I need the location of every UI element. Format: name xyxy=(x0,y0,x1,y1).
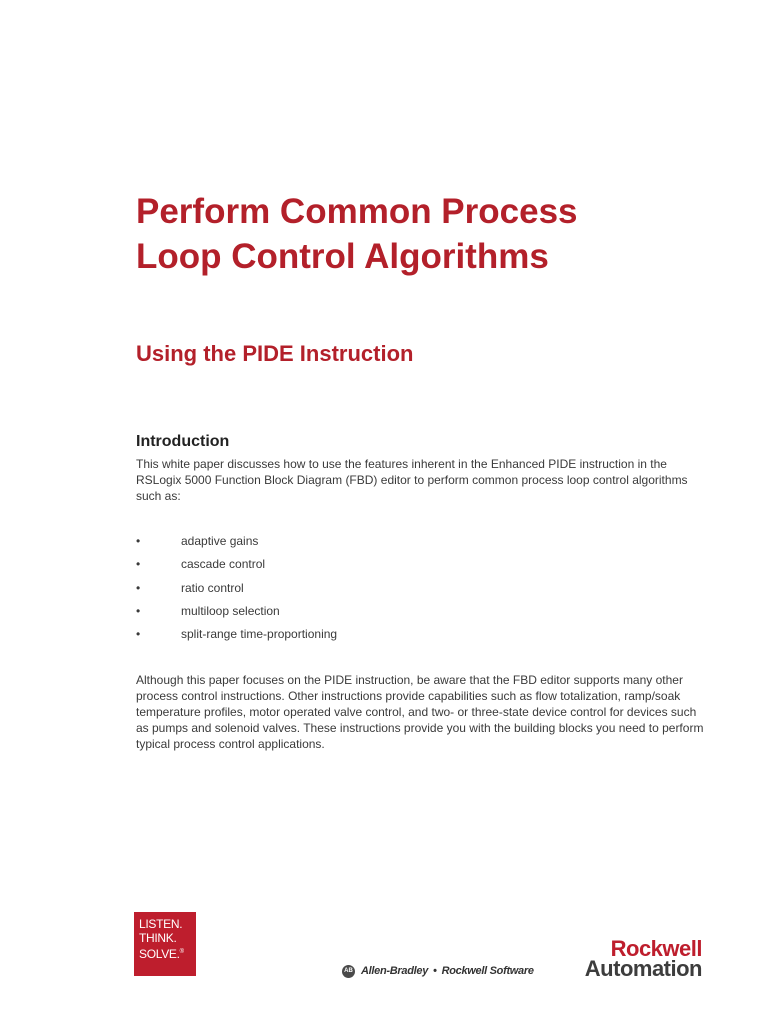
bullet-icon: • xyxy=(136,627,141,642)
list-item-text: adaptive gains xyxy=(181,534,259,548)
bullet-icon: • xyxy=(136,580,141,595)
tagline-line-text: SOLVE. xyxy=(139,947,180,961)
listen-think-solve-logo xyxy=(134,912,196,976)
list-item-text: split-range time-proportioning xyxy=(181,627,338,642)
document-title xyxy=(136,189,736,279)
title-line-1: Perform Common Process xyxy=(136,192,578,231)
brand-separator: • xyxy=(433,965,437,977)
document-subtitle: Using the PIDE Instruction xyxy=(136,341,414,366)
allen-bradley-rockwell-software-logo xyxy=(342,964,534,978)
section-heading-introduction: Introduction xyxy=(136,433,230,450)
rockwell-software-brand: Rockwell Software xyxy=(441,965,534,977)
process-instructions-paragraph: Although this paper focuses on the PIDE instruction, be aware that the FBD editor supports many other process control instructions. Other instructions provide capabilities such as flow totalization, ramp/soak temperature profiles, motor operated valve control, and two- or three-state device control for devices such as pumps and solenoid valves. These instructions provide you with the building blocks you need to perform typical process control applications. xyxy=(136,673,704,751)
bullet-icon: • xyxy=(136,557,141,572)
tagline-line xyxy=(139,945,196,961)
bullet-icon: • xyxy=(136,603,141,618)
list-item-text: ratio control xyxy=(181,580,244,595)
allen-bradley-emblem-icon: AB xyxy=(342,965,355,978)
tagline-line: THINK. xyxy=(139,931,177,945)
intro-paragraph: This white paper discusses how to use the features inherent in the Enhanced PIDE instruction in the RSLogix 5000 Function Block Diagram (FBD) editor to perform common process loop control algorithms such as: xyxy=(136,457,688,503)
title-line-2: Loop Control Algorithms xyxy=(136,237,549,276)
tagline-line: LISTEN. xyxy=(139,917,183,931)
bullet-icon: • xyxy=(136,534,141,548)
registered-mark: ® xyxy=(179,949,184,955)
allen-bradley-brand: Allen-Bradley xyxy=(361,965,429,977)
logo-word-rockwell: Rockwell xyxy=(610,936,702,961)
rockwell-automation-logo xyxy=(562,938,702,979)
logo-word-automation: Automation xyxy=(584,956,702,981)
list-item-text: multiloop selection xyxy=(181,603,280,618)
list-item-text: cascade control xyxy=(181,557,266,572)
